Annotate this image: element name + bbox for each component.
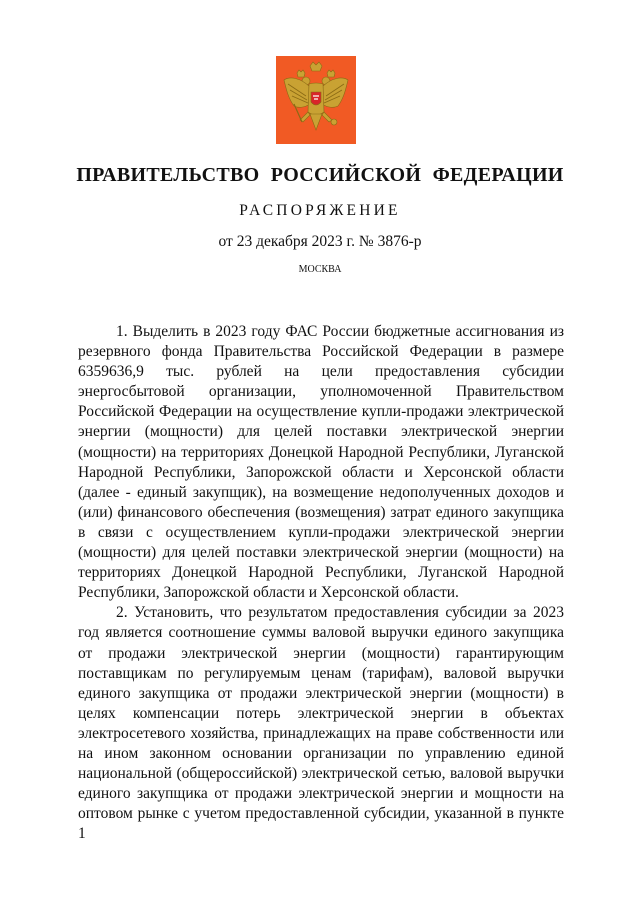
paragraph-1: 1. Выделить в 2023 году ФАС России бюджетные ассигнования из резервного фонда Правительства Российской Федерации в размере 6359636,9 тыс. рублей на цели предоставления субсидии энергосбытовой организации, уполномоченной Правительством Российской Федерации на осуществление купли-продажи электрической энергии (мощности) для целей поставки электрической энергии (мощности) на территориях Донецкой Народной Республики, Луганской Народной Республики, Запорожской области и Херсонской области (далее - единый закупщик), на возмещение недополученных доходов и (или) финансового обеспечения (возмещения) затрат единого закупщика в связи с осуществлением купли-продажи электрической энергии (мощности) для целей поставки электрической энергии (мощности) на территориях Донецкой Народной Республики, Луганской Народной Республики, Запорожской области и Херсонской области.	[78, 323, 564, 602]
document-type: РАСПОРЯЖЕНИЕ	[239, 202, 401, 219]
government-title: ПРАВИТЕЛЬСТВО РОССИЙСКОЙ ФЕДЕРАЦИИ	[76, 164, 564, 186]
document-body	[78, 322, 564, 844]
paragraph-2: 2. Установить, что результатом предоставления субсидии за 2023 год является соотношение суммы валовой выручки единого закупщика от продажи электрической энергии (мощности) гарантирующим поставщикам по регулируемым ценам (тарифам), валовой выручки единого закупщика от продажи электрической энергии (мощности) в целях компенсации потерь электрической энергии в объектах электросетевого хозяйства, принадлежащих на праве собственности или на ином законном основании организации по управлению единой национальной (общероссийской) электрической сетью, валовой выручки единого закупщика от продажи электрической энергии и мощности на оптовом рынке с учетом предоставленной субсидии, указанной в пункте 1	[78, 604, 564, 843]
document-date-number: от 23 декабря 2023 г. № 3876-р	[218, 233, 422, 250]
document-city: МОСКВА	[298, 264, 342, 275]
russian-coat-of-arms-icon	[276, 56, 356, 144]
